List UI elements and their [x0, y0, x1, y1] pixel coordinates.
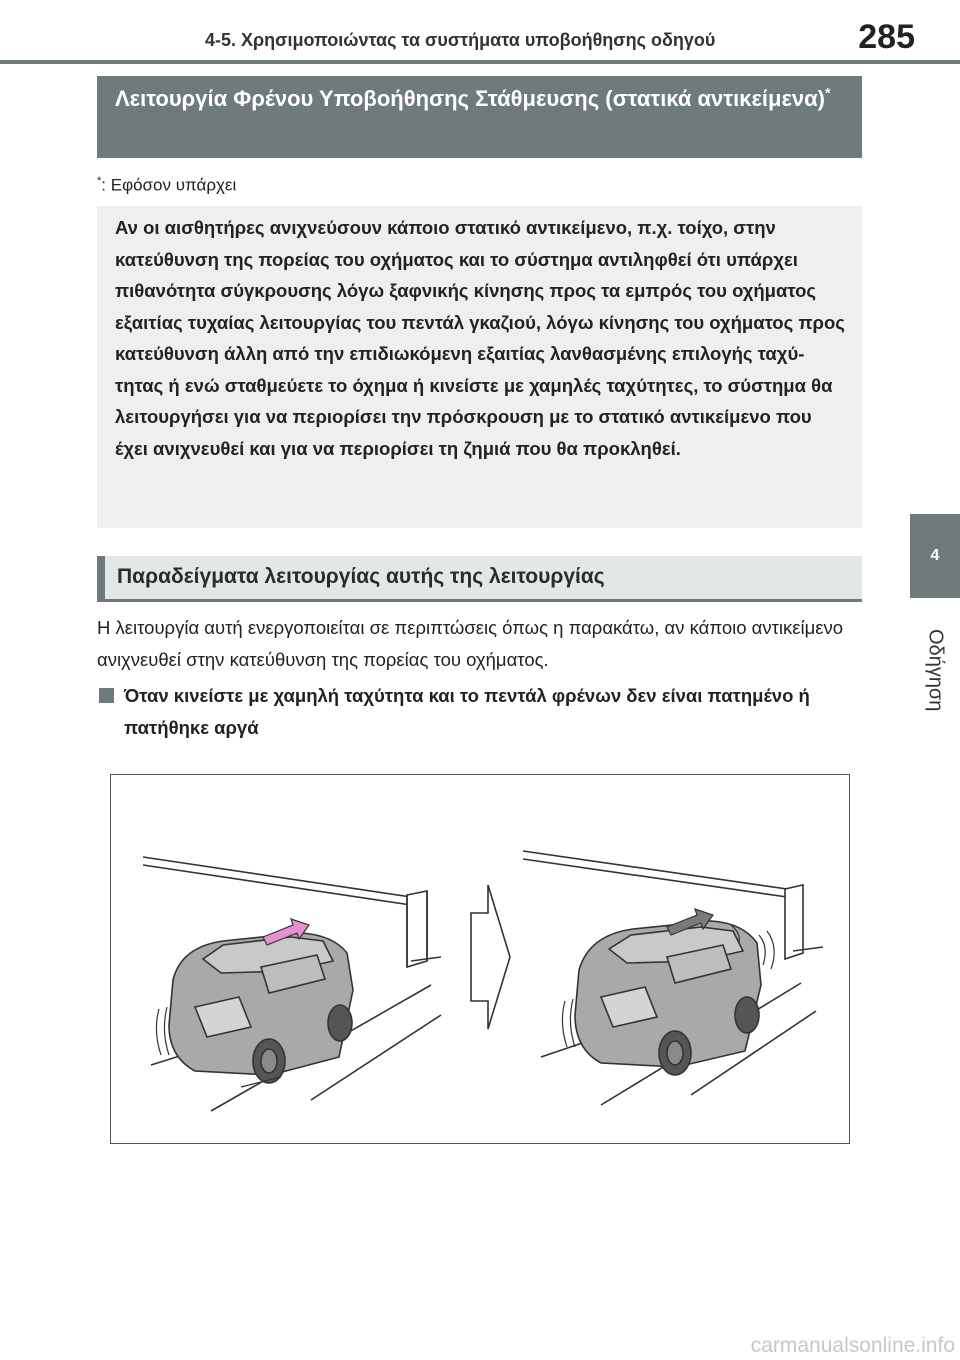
main-heading: [97, 76, 862, 158]
summary-box: [97, 206, 862, 528]
bullet-heading: Όταν κινείστε με χαμηλή ταχύτητα και το πεντάλ φρένων δεν είναι πατημένο ή πατήθηκε αργά: [124, 685, 810, 738]
header-section-title: 4-5. Χρησιμοποιώντας τα συστήματα υποβοήθησης οδηγού: [205, 30, 716, 50]
chapter-tab[interactable]: [910, 514, 960, 598]
header-rule: [0, 60, 960, 64]
illustration-figure: [110, 774, 850, 1144]
main-heading-marker: *: [824, 84, 831, 101]
footnote: [97, 175, 697, 196]
parking-illustration: [111, 775, 848, 1142]
watermark: carmanualsonline.info: [750, 1334, 955, 1357]
footnote-text: : Εφόσον υπάρχει: [101, 175, 237, 195]
main-heading-text: Λειτουργία Φρένου Υποβοήθησης Στάθμευσης (στατικά αντικείμενα): [115, 86, 825, 111]
chapter-label: Οδήγηση: [924, 628, 947, 712]
car-before: [169, 933, 353, 1083]
scene-before: [143, 857, 441, 1111]
footnote-marker: *: [97, 175, 102, 187]
body-paragraph: Η λειτουργία αυτή ενεργοποιείται σε περιπτώσεις όπως η παρακάτω, αν κάποιο αντικείμενο ανιχνευθεί στην κατεύθυνση της πορείας του οχήματος.: [97, 617, 844, 670]
scene-after: [523, 851, 823, 1105]
sub-heading: Παραδείγματα λειτουργίας αυτής της λειτουργίας: [97, 556, 862, 602]
right-outline-arrow-icon: [471, 885, 510, 1029]
chapter-number: 4: [930, 547, 940, 564]
car-after: [575, 921, 761, 1075]
bullet-marker-icon: [99, 688, 114, 703]
summary-text: Αν οι αισθητήρες ανιχνεύσουν κάποιο στατικό αντικείμενο, π.χ. τοίχο, στην κατεύθυνση της πορείας του οχήματος και το σύστημα αντιληφθεί ότι υπάρχει πιθανότητα σύγκρουσης λόγω ξαφνικής κίνησης προς τα εμπρός του οχήματος εξαιτίας τυχαίας λειτουργίας του πεντάλ γκαζιού, λόγω κίνησης του οχήματος προς κατεύθυνση άλλη από την επιδιωκόμενη εξαιτίας λανθασμένης επιλογής ταχύ-τητας ή ενώ σταθμεύετε το όχημα ή κινείστε με χαμηλές ταχύτητες, το σύστημα θα λειτουργήσει για να περιορίσει την πρόσκρουση με το στατικό αντικείμενο που έχει ανιχνευθεί και για να περιορίσει τη ζημιά που θα προκληθεί.: [115, 217, 845, 459]
page-number: 285: [858, 18, 915, 56]
